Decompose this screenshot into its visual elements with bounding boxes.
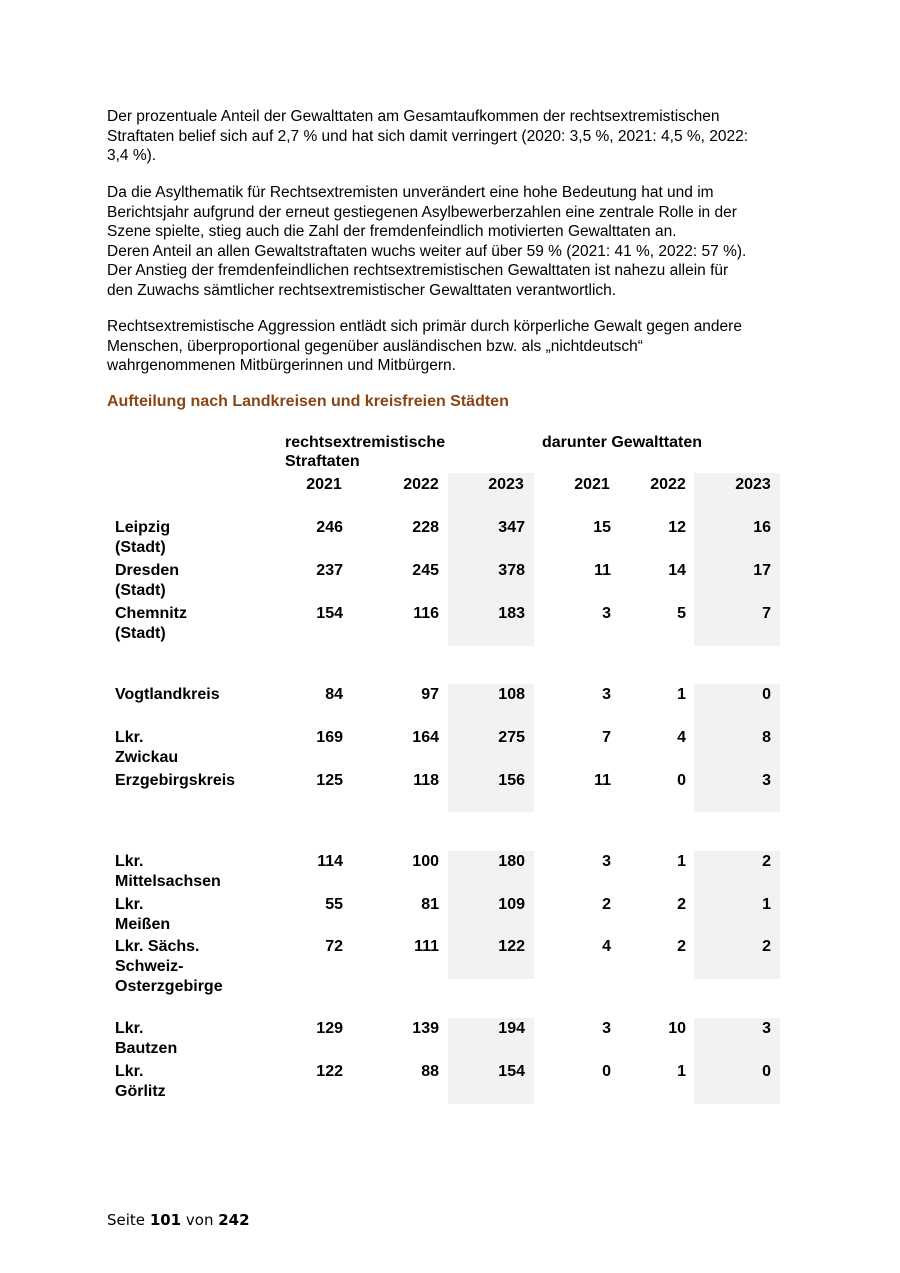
table-cell: 16 <box>753 519 771 536</box>
table-cell: 4 <box>602 938 611 955</box>
paragraph-line: Der Anstieg der fremdenfeindlichen rechtsextremistischen Gewalttaten ist nahezu allein für <box>107 262 729 279</box>
table-cell: 0 <box>762 686 771 703</box>
table-cell: 3 <box>602 853 611 870</box>
table-cell: 2 <box>602 896 611 913</box>
table-cell: 8 <box>762 729 771 746</box>
paragraph-line: Berichtsjahr aufgrund der erneut gestiegenen Asylbewerberzahlen eine zentrale Rolle in der <box>107 203 737 221</box>
row-label <box>115 937 223 997</box>
paragraph-line: Rechtsextremistische Aggression entlädt sich primär durch körperliche Gewalt gegen andere <box>107 318 742 335</box>
table-cell: 3 <box>602 605 611 622</box>
table-cell: 109 <box>498 896 525 913</box>
header-gewalttaten: darunter Gewalttaten <box>542 434 703 451</box>
footer-total-pages: 242 <box>218 1211 250 1229</box>
row-label-line: Lkr. Sächs. Schweiz- <box>115 938 200 975</box>
page-footer <box>107 1211 250 1229</box>
table-cell: 12 <box>668 519 686 536</box>
table-cell: 81 <box>421 896 439 913</box>
table-cell: 183 <box>498 605 525 622</box>
table-cell: 129 <box>316 1020 343 1037</box>
table-cell: 1 <box>677 686 686 703</box>
table-cell: 139 <box>412 1020 439 1037</box>
table-cell: 11 <box>594 562 611 579</box>
table-cell: 7 <box>762 605 771 622</box>
paragraph-asylum-topic <box>107 183 793 300</box>
footer-prefix: Seite <box>107 1211 146 1229</box>
paragraph-line: den Zuwachs sämtlicher rechtsextremistischer Gewalttaten verantwortlich. <box>107 281 617 299</box>
table-cell: 164 <box>412 729 439 746</box>
paragraph-line: Da die Asylthematik für Rechtsextremisten unverändert eine hohe Bedeutung hat und im <box>107 184 714 201</box>
row-label-line: Dresden (Stadt) <box>115 562 180 599</box>
table-cell: 2 <box>677 896 686 913</box>
row-label-line: Osterzgebirge <box>115 978 223 995</box>
table-cell: 111 <box>414 938 439 955</box>
table-cell: 275 <box>498 729 525 746</box>
table-cell: 72 <box>325 938 343 955</box>
table-cell: 1 <box>677 853 686 870</box>
row-label <box>115 728 178 768</box>
table-cell: 3 <box>602 686 611 703</box>
table-cell: 4 <box>677 729 686 746</box>
footer-page-number: 101 <box>149 1211 182 1229</box>
table-cell: 156 <box>498 772 525 789</box>
row-label-line: Lkr. Görlitz <box>115 1063 166 1100</box>
table-cell: 237 <box>316 562 343 579</box>
table-cell: 118 <box>413 772 439 789</box>
row-label-line: Lkr. Bautzen <box>115 1020 178 1057</box>
row-label-line: Vogtlandkreis <box>115 686 220 703</box>
table-cell: 245 <box>412 562 439 579</box>
table-cell: 125 <box>316 772 343 789</box>
table-cell: 10 <box>668 1020 686 1037</box>
table-cell: 0 <box>677 772 686 789</box>
row-label <box>115 895 170 935</box>
row-label-line: Lkr. Meißen <box>115 896 171 933</box>
row-label-line: Leipzig (Stadt) <box>115 519 171 556</box>
paragraph-line: Straftaten belief sich auf 2,7 % und hat sich damit verringert (2020: 3,5 %, 2021: 4,5 %, 2022: <box>107 127 749 145</box>
table-cell: 3 <box>762 772 771 789</box>
table-cell: 84 <box>325 686 343 703</box>
paragraph-line: 3,4 %). <box>107 147 157 164</box>
table-cell: 154 <box>316 605 343 622</box>
paragraph-aggression <box>107 317 793 376</box>
table-cell: 100 <box>412 853 439 870</box>
header-line: Straftaten <box>285 453 360 470</box>
paragraph-line: Szene spielte, stieg auch die Zahl der fremdenfeindlich motivierten Gewalttaten an. <box>107 223 677 240</box>
table-cell: 2 <box>677 938 686 955</box>
row-label <box>115 685 220 705</box>
row-label <box>115 561 179 601</box>
year-header: 2022 <box>650 476 686 493</box>
table-cell: 122 <box>498 938 525 955</box>
table-cell: 154 <box>498 1063 525 1080</box>
year-header: 2021 <box>306 476 342 493</box>
year-header: 2021 <box>574 476 610 493</box>
table-cell: 3 <box>602 1020 611 1037</box>
table-cell: 122 <box>316 1063 343 1080</box>
year-header: 2022 <box>403 476 439 493</box>
table-cell: 246 <box>316 519 343 536</box>
table-cell: 347 <box>498 519 525 536</box>
table-cell: 1 <box>677 1063 686 1080</box>
table-cell: 55 <box>325 896 343 913</box>
header-line: rechtsextremistische <box>285 434 446 451</box>
table-cell: 2 <box>762 938 771 955</box>
table-cell: 1 <box>762 896 771 913</box>
table-cell: 11 <box>594 772 611 789</box>
row-label-line: Erzgebirgskreis <box>115 772 236 789</box>
table-cell: 378 <box>498 562 525 579</box>
row-label-line: Lkr. Mittelsachsen <box>115 853 221 890</box>
table-cell: 14 <box>668 562 686 579</box>
row-label <box>115 1019 177 1059</box>
table-cell: 114 <box>317 853 343 870</box>
table-cell: 0 <box>602 1063 611 1080</box>
table-cell: 7 <box>602 729 611 746</box>
year-header: 2023 <box>735 476 771 493</box>
row-label <box>115 771 235 791</box>
paragraph-line: Der prozentuale Anteil der Gewalttaten am Gesamtaufkommen der rechtsextremistischen <box>107 108 720 125</box>
table-cell: 97 <box>421 686 439 703</box>
row-label <box>115 604 187 644</box>
row-label <box>115 1062 166 1102</box>
paragraph-line: Menschen, überproportional gegenüber ausländischen bzw. als „nichtdeutsch“ <box>107 337 643 355</box>
table-cell: 228 <box>412 519 439 536</box>
table-cell: 17 <box>753 562 771 579</box>
row-label-line: Lkr. Zwickau <box>115 729 179 766</box>
table-cell: 108 <box>498 686 525 703</box>
paragraph-line: Deren Anteil an allen Gewaltstraftaten wuchs weiter auf über 59 % (2021: 41 %, 2022: 57 %). <box>107 242 747 260</box>
row-label <box>115 518 170 558</box>
table-cell: 180 <box>498 853 525 870</box>
year-header: 2023 <box>488 476 524 493</box>
table-cell: 169 <box>316 729 343 746</box>
table-cell: 116 <box>413 605 439 622</box>
table-cell: 15 <box>593 519 611 536</box>
row-label-line: Chemnitz (Stadt) <box>115 605 187 642</box>
footer-middle: von <box>185 1211 214 1229</box>
table-cell: 3 <box>762 1020 771 1037</box>
paragraph-violence-share <box>107 107 793 166</box>
section-heading: Aufteilung nach Landkreisen und kreisfreien Städten <box>107 393 509 410</box>
paragraph-line: wahrgenommenen Mitbürgerinnen und Mitbürgern. <box>107 357 456 374</box>
table-cell: 2 <box>762 853 771 870</box>
table-cell: 5 <box>677 605 686 622</box>
row-label <box>115 852 221 892</box>
table-cell: 88 <box>421 1063 439 1080</box>
header-straftaten <box>285 433 445 471</box>
table-cell: 194 <box>498 1020 525 1037</box>
table-cell: 0 <box>762 1063 771 1080</box>
